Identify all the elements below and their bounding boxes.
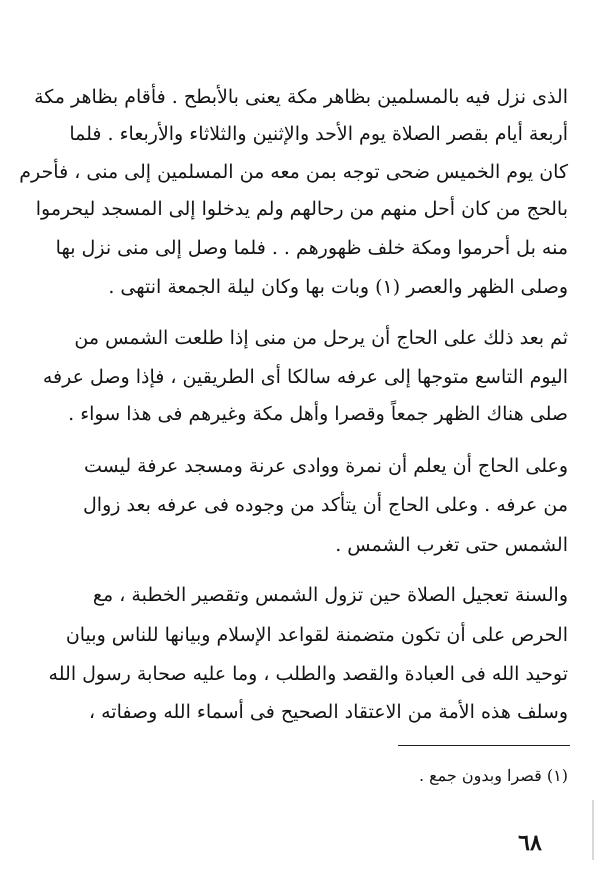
text-line: منه بل أحرموا ومكة خلف ظهورهم . . فلما وصل إلى منى نزل بها — [55, 237, 568, 259]
text-line: وعلى الحاج أن يعلم أن نمرة ووادى عرنة ومسجد عرفة ليست — [84, 455, 568, 477]
text-line: والسنة تعجيل الصلاة حين تزول الشمس وتقصير الخطبة ، مع — [92, 584, 568, 606]
footnote-divider — [398, 745, 570, 746]
text-line: من عرفه . وعلى الحاج أن يتأكد من وجوده فى عرفه بعد زوال — [83, 494, 568, 516]
text-line: الذى نزل فيه بالمسلمين بظاهر مكة يعنى بالأبطح . فأقام بظاهر مكة — [34, 86, 568, 108]
page-edge-shadow — [592, 800, 594, 860]
text-line: اليوم التاسع متوجها إلى عرفه سالكا أى الطريقين ، فإذا وصل عرفه — [42, 366, 568, 388]
text-line: وسلف هذه الأمة من الاعتقاد الصحيح فى أسماء الله وصفاته ، — [88, 701, 568, 723]
page-number: ٦٨ — [518, 830, 542, 856]
text-line: كان يوم الخميس ضحى توجه بمن معه من المسلمين إلى منى ، فأحرم — [19, 161, 568, 183]
text-line: توحيد الله فى العبادة والقصد والطلب ، وما عليه صحابة رسول الله — [48, 663, 568, 685]
text-line: بالحج من كان أحل منهم من رحالهم ولم يدخلوا إلى المسجد ليحرموا — [35, 198, 568, 220]
text-line: وصلى الظهر والعصر (١) وبات بها وكان ليلة الجمعة انتهى . — [108, 276, 568, 298]
text-line: أربعة أيام بقصر الصلاة يوم الأحد والإثنين والثلاثاء والأربعاء . فلما — [69, 123, 568, 145]
footnote: (١) قصرا وبدون جمع . — [418, 766, 568, 785]
text-line: ثم بعد ذلك على الحاج أن يرحل من منى إذا طلعت الشمس من — [74, 327, 568, 349]
text-line: صلى هناك الظهر جمعاً وقصرا وأهل مكة وغيرهم فى هذا سواء . — [68, 403, 568, 425]
text-line: الحرص على أن تكون متضمنة لقواعد الإسلام وبيانها للناس وبيان — [65, 624, 568, 646]
text-line: الشمس حتى تغرب الشمس . — [335, 534, 568, 556]
